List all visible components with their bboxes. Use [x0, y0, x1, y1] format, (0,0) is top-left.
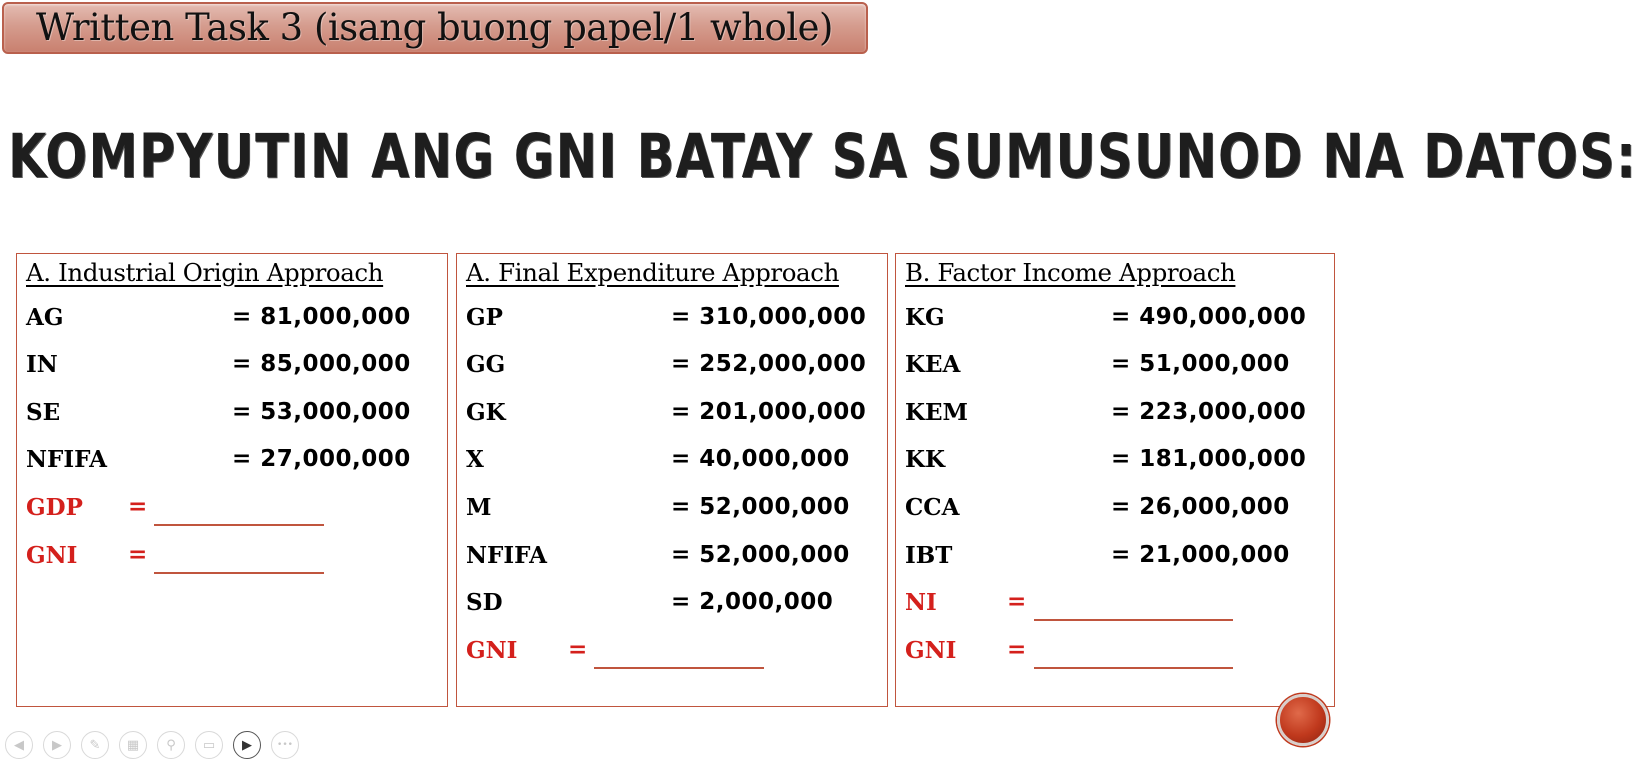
row-label: KEA: [905, 351, 961, 378]
answer-equals: =: [1007, 637, 1027, 663]
pen-icon[interactable]: [81, 731, 109, 759]
row-label: KK: [905, 446, 945, 473]
row-value: = 85,000,000: [232, 351, 411, 377]
row-label: NFIFA: [26, 446, 107, 473]
prev-icon[interactable]: [5, 731, 33, 759]
row-label: X: [466, 446, 484, 473]
next-glyph: ▶: [52, 737, 62, 753]
panel-title: A. Industrial Origin Approach: [26, 258, 384, 287]
answer-label: GNI: [905, 637, 957, 664]
row-label: GK: [466, 399, 506, 426]
answer-row-ni: [905, 589, 1245, 625]
row-value: = 52,000,000: [671, 494, 850, 520]
row-label: NFIFA: [466, 542, 547, 569]
camera-glyph: ▶: [242, 737, 252, 753]
slides-icon[interactable]: [119, 731, 147, 759]
answer-row-gni: [26, 542, 346, 578]
answer-equals: =: [1007, 589, 1027, 615]
row-value: = 21,000,000: [1111, 542, 1290, 568]
answer-blank: [154, 524, 324, 526]
subtitles-icon[interactable]: [195, 731, 223, 759]
subtitles-glyph: ▭: [202, 737, 216, 753]
slide-heading: KOMPYUTIN ANG GNI BATAY SA SUMUSUNOD NA DATOS:: [8, 121, 1637, 192]
answer-label: GNI: [26, 542, 78, 569]
answer-row-gdp: [26, 494, 346, 530]
panel-factor-income: [895, 253, 1335, 707]
answer-blank: [1034, 667, 1233, 669]
pen-glyph: ✎: [89, 737, 101, 753]
row-value: = 53,000,000: [232, 399, 411, 425]
answer-equals: =: [568, 637, 588, 663]
row-value: = 51,000,000: [1111, 351, 1290, 377]
answer-blank: [154, 572, 324, 574]
row-label: M: [466, 494, 492, 521]
answer-equals: =: [128, 542, 148, 568]
panel-final-expenditure: [456, 253, 888, 707]
row-label: CCA: [905, 494, 960, 521]
title-banner: [2, 2, 868, 54]
row-label: KG: [905, 304, 945, 331]
row-value: = 310,000,000: [671, 304, 867, 330]
row-value: = 26,000,000: [1111, 494, 1290, 520]
camera-icon[interactable]: [233, 731, 261, 759]
more-glyph: •••: [277, 740, 293, 750]
zoom-icon[interactable]: [157, 731, 185, 759]
row-value: = 223,000,000: [1111, 399, 1307, 425]
panel-title: B. Factor Income Approach: [905, 258, 1236, 287]
row-value: = 81,000,000: [232, 304, 411, 330]
logo-icon: [1277, 694, 1329, 746]
answer-label: GDP: [26, 494, 83, 521]
zoom-glyph: ⚲: [166, 737, 176, 753]
row-value: = 27,000,000: [232, 446, 411, 472]
banner-title: Written Task 3 (isang buong papel/1 whole): [36, 6, 833, 49]
more-icon[interactable]: [271, 731, 299, 759]
answer-label: NI: [905, 589, 937, 616]
answer-row-gni: [905, 637, 1245, 673]
row-label: SE: [26, 399, 61, 426]
row-label: SD: [466, 589, 503, 616]
answer-blank: [594, 667, 764, 669]
row-label: IN: [26, 351, 58, 378]
row-value: = 40,000,000: [671, 446, 850, 472]
next-icon[interactable]: [43, 731, 71, 759]
row-label: GP: [466, 304, 503, 331]
slides-glyph: ▦: [126, 737, 140, 753]
row-label: IBT: [905, 542, 953, 569]
row-value: = 52,000,000: [671, 542, 850, 568]
row-value: = 252,000,000: [671, 351, 867, 377]
row-value: = 2,000,000: [671, 589, 834, 615]
row-label: KEM: [905, 399, 968, 426]
row-value: = 490,000,000: [1111, 304, 1307, 330]
answer-label: GNI: [466, 637, 518, 664]
answer-blank: [1034, 619, 1233, 621]
panel-title: A. Final Expenditure Approach: [466, 258, 839, 287]
panel-industrial-origin: [16, 253, 448, 707]
row-value: = 201,000,000: [671, 399, 867, 425]
prev-glyph: ◀: [14, 737, 24, 753]
row-value: = 181,000,000: [1111, 446, 1307, 472]
answer-row-gni: [466, 637, 786, 673]
row-label: AG: [26, 304, 64, 331]
answer-equals: =: [128, 494, 148, 520]
row-label: GG: [466, 351, 506, 378]
